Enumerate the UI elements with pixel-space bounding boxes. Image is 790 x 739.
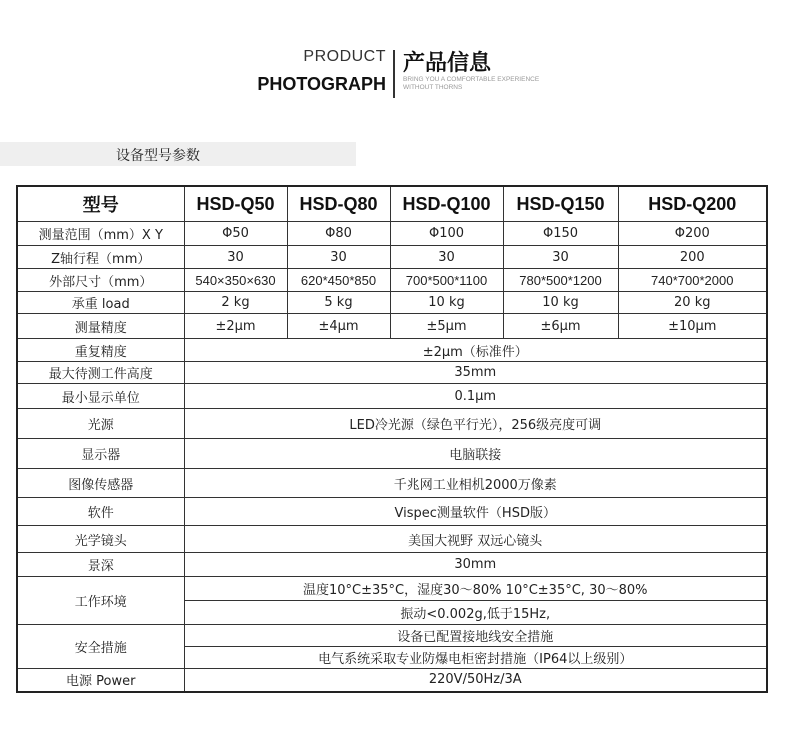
table-cell: 美国大视野 双远心镜头 [184, 526, 767, 553]
table-cell: 540×350×630 [184, 269, 287, 292]
row-label: 光源 [17, 409, 184, 439]
table-cell: ±6μm [503, 314, 618, 339]
table-cell: 千兆网工业相机2000万像素 [184, 469, 767, 498]
table-cell: 电气系统采取专业防爆电柜密封措施（IP64以上级别） [184, 647, 767, 669]
header-product-text: PRODUCT [303, 48, 386, 65]
model-cell: HSD-Q80 [287, 186, 390, 222]
model-cell: HSD-Q50 [184, 186, 287, 222]
row-label: 承重 load [17, 292, 184, 314]
row-label: 景深 [17, 553, 184, 577]
table-cell: ±10μm [618, 314, 767, 339]
table-row [17, 314, 767, 339]
table-cell: Φ50 [184, 222, 287, 246]
table-cell: 2 kg [184, 292, 287, 314]
table-cell: 0.1μm [184, 384, 767, 409]
table-cell: Φ200 [618, 222, 767, 246]
table-cell: 30 [390, 246, 503, 269]
section-title: 设备型号参数 [116, 148, 200, 164]
table-cell: 设备已配置接地线安全措施 [184, 625, 767, 647]
table-row [17, 409, 767, 439]
table-row [17, 439, 767, 469]
table-cell: Φ100 [390, 222, 503, 246]
table-cell: 电脑联接 [184, 439, 767, 469]
table-row [17, 577, 767, 601]
table-row [17, 362, 767, 384]
table-cell: 200 [618, 246, 767, 269]
row-label: 图像传感器 [17, 469, 184, 498]
model-cell: HSD-Q150 [503, 186, 618, 222]
table-cell: ±5μm [390, 314, 503, 339]
table-row [17, 669, 767, 692]
row-label: 外部尺寸（mm） [17, 269, 184, 292]
table-cell: Vispec测量软件（HSD版） [184, 498, 767, 526]
header-cn-title: 产品信息 [403, 51, 492, 76]
row-label: 软件 [17, 498, 184, 526]
table-cell: ±2μm [184, 314, 287, 339]
table-cell: Φ80 [287, 222, 390, 246]
header-label-cell: 型号 [17, 186, 184, 222]
table-row [17, 269, 767, 292]
table-cell: 温度10°C±35°C，湿度30～80% 10°C±35°C, 30～80% [184, 577, 767, 601]
header-subtitle-line1: BRING YOU A COMFORTABLE EXPERIENCE [403, 76, 540, 83]
table-cell: 20 kg [618, 292, 767, 314]
header-subtitle [403, 76, 553, 92]
table-cell: 700*500*1100 [390, 269, 503, 292]
table-header-row [17, 186, 767, 222]
table-row [17, 526, 767, 553]
header-photograph-text: PHOTOGRAPH [257, 74, 386, 94]
table-row [17, 498, 767, 526]
row-label: 最小显示单位 [17, 384, 184, 409]
table-cell: 740*700*2000 [618, 269, 767, 292]
table-cell: 振动<0.002g,低于15Hz, [184, 601, 767, 625]
section-title-bar [0, 142, 356, 166]
header-divider [393, 50, 395, 98]
spec-table [16, 185, 768, 693]
table-cell: 780*500*1200 [503, 269, 618, 292]
table-cell: ±2μm（标准件） [184, 339, 767, 362]
row-label: 测量精度 [17, 314, 184, 339]
row-label: 最大待测工件高度 [17, 362, 184, 384]
table-row [17, 246, 767, 269]
row-label: Z轴行程（mm） [17, 246, 184, 269]
table-row [17, 292, 767, 314]
row-label: 光学镜头 [17, 526, 184, 553]
table-row [17, 553, 767, 577]
row-label: 重复精度 [17, 339, 184, 362]
table-row [17, 339, 767, 362]
table-cell: ±4μm [287, 314, 390, 339]
table-cell: 620*450*850 [287, 269, 390, 292]
table-cell: LED冷光源（绿色平行光），256级亮度可调 [184, 409, 767, 439]
row-label: 电源 Power [17, 669, 184, 692]
table-cell: 10 kg [503, 292, 618, 314]
row-label: 测量范围（mm）X Y [17, 222, 184, 246]
table-cell: 30 [184, 246, 287, 269]
table-row [17, 469, 767, 498]
table-cell: 30 [287, 246, 390, 269]
header-subtitle-line2: WITHOUT THORNS [403, 84, 463, 91]
row-label: 安全措施 [17, 625, 184, 669]
table-cell: 5 kg [287, 292, 390, 314]
model-cell: HSD-Q200 [618, 186, 767, 222]
table-cell: 30mm [184, 553, 767, 577]
table-cell: 30 [503, 246, 618, 269]
row-label: 工作环境 [17, 577, 184, 625]
table-cell: 220V/50Hz/3A [184, 669, 767, 692]
page-header [0, 46, 790, 102]
table-row [17, 625, 767, 647]
table-cell: 10 kg [390, 292, 503, 314]
table-cell: 35mm [184, 362, 767, 384]
table-row [17, 384, 767, 409]
table-row [17, 222, 767, 246]
row-label: 显示器 [17, 439, 184, 469]
model-cell: HSD-Q100 [390, 186, 503, 222]
table-cell: Φ150 [503, 222, 618, 246]
